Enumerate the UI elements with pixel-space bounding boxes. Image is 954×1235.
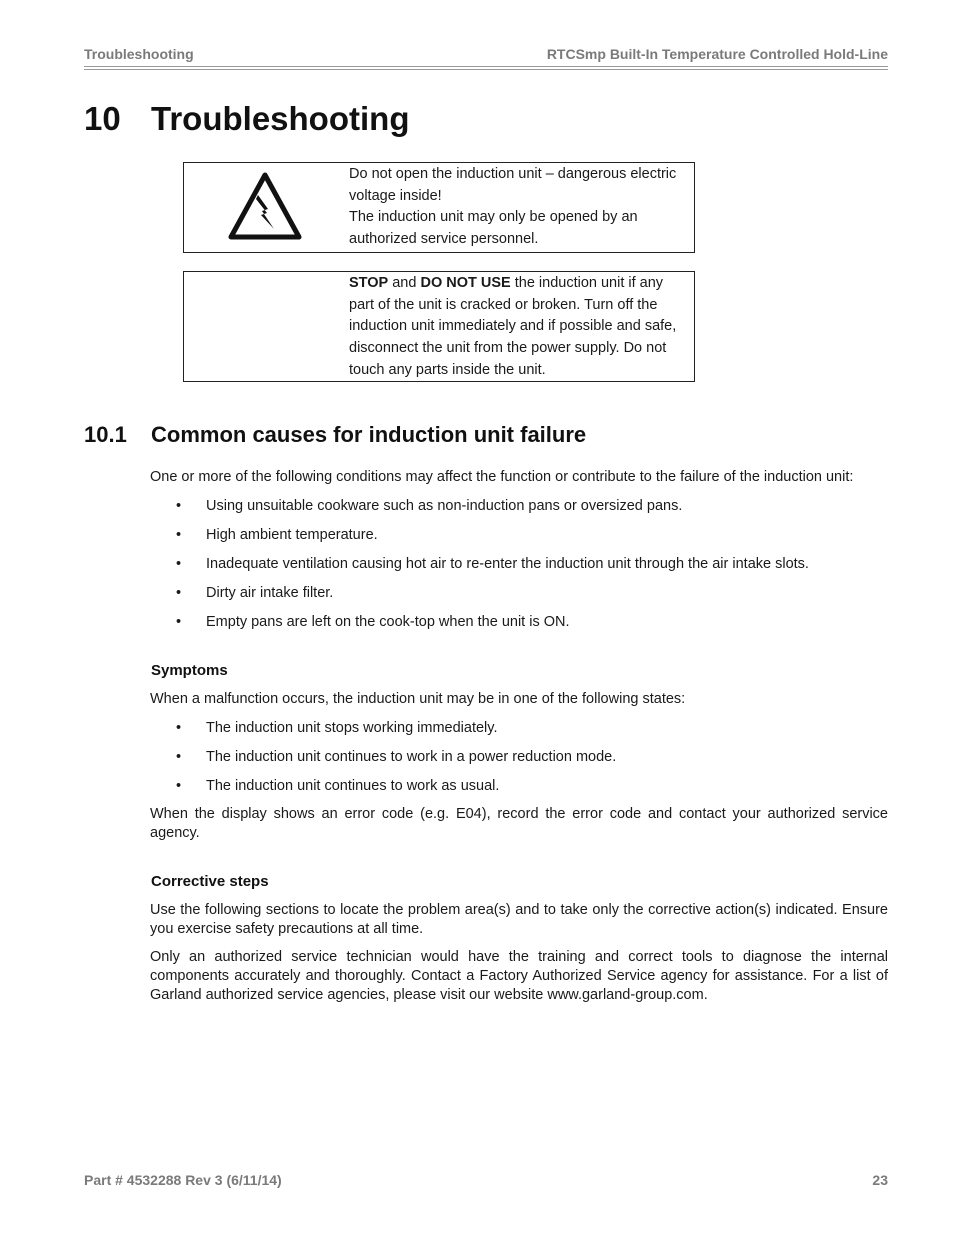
chapter-title-text: Troubleshooting <box>151 100 410 137</box>
list-item-text: Empty pans are left on the cook-top when the unit is ON. <box>206 614 570 630</box>
bullet: • <box>176 749 182 765</box>
list-item-text: The induction unit continues to work in a power reduction mode. <box>206 749 617 765</box>
symptoms-note: When the display shows an error code (e.g. E04), record the error code and contact your authorized service agency. <box>150 806 888 841</box>
chapter-title <box>84 100 409 138</box>
warning-body: the induction unit if any part of the unit is cracked or broken. Turn off the induction unit immediately and if possible and safe, disconnect the unit from the power supply. Do not touch any parts inside the unit. <box>349 275 677 378</box>
corrective-paragraph: Use the following sections to locate the problem area(s) and to take only the corrective action(s) indicated. Ensure you exercise safety precautions at all time. <box>150 902 888 937</box>
list-item-text: High ambient temperature. <box>206 527 378 543</box>
warning-text-electric <box>349 164 691 251</box>
warning-icon-cell <box>184 163 344 252</box>
symptoms-intro: When a malfunction occurs, the induction unit may be in one of the following states: <box>150 691 686 707</box>
symptoms-heading: Symptoms <box>151 662 228 679</box>
bullet: • <box>176 556 182 572</box>
stop-keyword: STOP <box>349 275 389 291</box>
page-number: 23 <box>872 1172 888 1188</box>
electric-hazard-icon <box>227 171 303 241</box>
bullet: • <box>176 585 182 601</box>
bullet: • <box>176 498 182 514</box>
warning-line: Do not open the induction unit – dangerous electric voltage inside! <box>349 166 677 204</box>
causes-intro: One or more of the following conditions may affect the function or contribute to the failure of the induction unit: <box>150 469 854 485</box>
list-item-text: Inadequate ventilation causing hot air to re-enter the induction unit through the air intake slots. <box>206 556 809 572</box>
header-rule <box>84 69 888 70</box>
section-heading <box>84 422 586 448</box>
warning-icon-cell <box>184 272 344 381</box>
corrective-heading: Corrective steps <box>151 873 269 890</box>
warning-text-stop <box>349 273 691 382</box>
part-number: Part # 4532288 Rev 3 (6/11/14) <box>84 1172 282 1188</box>
warning-line: The induction unit may only be opened by an authorized service personnel. <box>349 209 638 248</box>
section-title: Common causes for induction unit failure <box>151 422 587 447</box>
page-footer <box>84 1172 888 1192</box>
corrective-paragraph: Only an authorized service technician would have the training and correct tools to diagnose the internal components accurately and thoroughly. Contact a Factory Authorized Service agency for assistance. For a list of Garland authorized service agencies, please visit our website www.garland-group.com. <box>150 949 888 1003</box>
list-item-text: Dirty air intake filter. <box>206 585 334 601</box>
warning-box-stop <box>183 271 695 382</box>
do-not-use-keyword: DO NOT USE <box>420 275 511 291</box>
page-header <box>84 46 888 72</box>
chapter-number: 10 <box>84 100 121 137</box>
bullet: • <box>176 614 182 630</box>
bullet: • <box>176 778 182 794</box>
warning-box-electric <box>183 162 695 253</box>
list-item-text: Using unsuitable cookware such as non-induction pans or oversized pans. <box>206 498 683 514</box>
warning-conjunction: and <box>388 275 421 291</box>
header-section-title: Troubleshooting <box>84 46 194 62</box>
section-number: 10.1 <box>84 422 127 447</box>
header-rule <box>84 66 888 67</box>
list-item-text: The induction unit continues to work as usual. <box>206 778 500 794</box>
bullet: • <box>176 720 182 736</box>
list-item-text: The induction unit stops working immediately. <box>206 720 498 736</box>
bullet: • <box>176 527 182 543</box>
header-document-title: RTCSmp Built-In Temperature Controlled Hold-Line <box>546 46 888 62</box>
